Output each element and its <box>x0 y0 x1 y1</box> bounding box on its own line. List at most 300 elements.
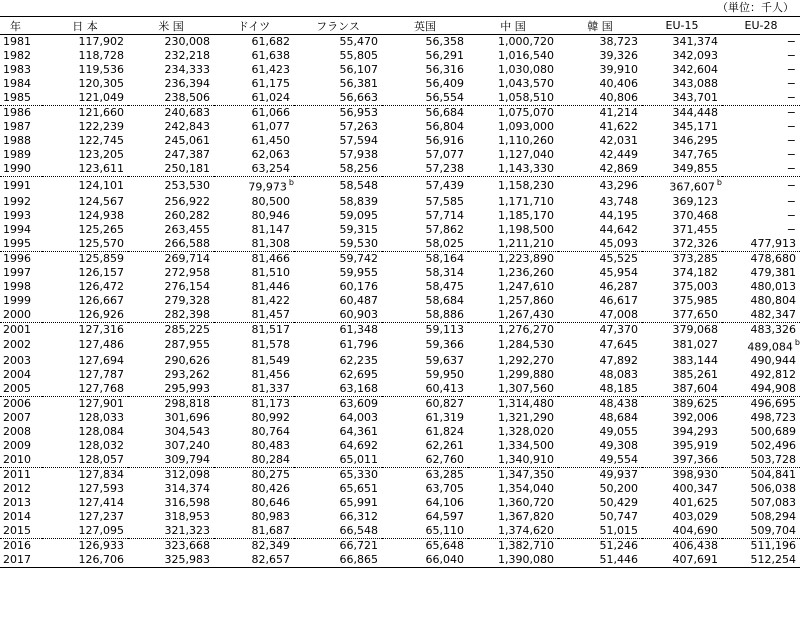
cell-value: 343,701 <box>672 91 718 104</box>
cell-value: 1,185,170 <box>498 208 554 222</box>
cell-eu15 <box>642 539 722 554</box>
cell-france <box>294 209 382 223</box>
cell-value: 61,319 <box>425 411 464 425</box>
cell-value: 509,704 <box>750 524 796 538</box>
cell-eu15 <box>642 368 722 382</box>
cell-value: 2007 <box>3 411 31 425</box>
cell-china <box>468 354 558 368</box>
cell-uk <box>382 266 468 280</box>
cell-germany <box>214 120 294 134</box>
cell-usa <box>128 162 214 177</box>
cell-usa <box>128 251 214 266</box>
cell-germany <box>214 510 294 524</box>
cell-value: 58,684 <box>425 293 464 307</box>
cell-eu15 <box>642 397 722 412</box>
cell-value: 79,973 <box>248 180 287 194</box>
cell-value: 128,033 <box>78 411 124 425</box>
cell-value: 490,944 <box>750 354 796 368</box>
cell-value: 49,055 <box>599 425 638 439</box>
cell-value: 40,806 <box>599 91 638 104</box>
cell-value: 477,913 <box>750 236 796 250</box>
cell-usa <box>128 120 214 134</box>
table-row <box>0 195 800 209</box>
cell-uk <box>382 397 468 412</box>
cell-value: 126,926 <box>78 307 124 321</box>
cell-value: 341,374 <box>672 35 718 48</box>
cell-china <box>468 134 558 148</box>
cell-korea <box>558 266 642 280</box>
cell-france <box>294 510 382 524</box>
cell-eu15 <box>642 439 722 453</box>
header-eu15: EU-15 <box>642 17 722 35</box>
cell-eu28 <box>722 553 800 568</box>
cell-value: 62,695 <box>339 368 378 382</box>
cell-value: 1990 <box>3 162 31 175</box>
cell-value: 59,950 <box>425 368 464 382</box>
cell-value: 279,328 <box>164 293 210 307</box>
cell-value: 1996 <box>3 251 31 265</box>
cell-value: 43,748 <box>599 194 638 208</box>
cell-value: 395,919 <box>672 439 718 453</box>
cell-value: 234,333 <box>164 63 210 76</box>
cell-year <box>0 77 42 91</box>
cell-value: 404,690 <box>672 524 718 538</box>
cell-japan <box>42 266 128 280</box>
cell-uk <box>382 453 468 468</box>
cell-value: 81,457 <box>251 307 290 321</box>
cell-germany <box>214 368 294 382</box>
cell-value: 61,682 <box>251 35 290 48</box>
cell-value: 48,438 <box>599 397 638 411</box>
cell-year <box>0 354 42 368</box>
cell-korea <box>558 223 642 237</box>
cell-year <box>0 106 42 121</box>
header-year: 年 <box>0 17 42 35</box>
cell-value: 44,642 <box>599 222 638 236</box>
cell-value: 383,144 <box>672 354 718 368</box>
cell-eu15 <box>642 553 722 568</box>
cell-france <box>294 49 382 63</box>
cell-value: 62,235 <box>339 354 378 368</box>
cell-china <box>468 468 558 483</box>
cell-uk <box>382 162 468 177</box>
cell-year <box>0 439 42 453</box>
header-china: 中 国 <box>468 17 558 35</box>
cell-germany <box>214 223 294 237</box>
cell-usa <box>128 237 214 252</box>
cell-korea <box>558 120 642 134</box>
cell-value: − <box>786 208 796 222</box>
cell-value: 128,084 <box>78 425 124 439</box>
cell-eu28 <box>722 237 800 252</box>
cell-value: 127,237 <box>78 510 124 524</box>
cell-uk <box>382 209 468 223</box>
cell-value: 63,609 <box>339 397 378 411</box>
cell-value: 60,487 <box>339 293 378 307</box>
cell-korea <box>558 106 642 121</box>
cell-japan <box>42 308 128 323</box>
cell-value: 232,218 <box>164 49 210 62</box>
cell-value: 377,650 <box>672 307 718 321</box>
cell-year <box>0 251 42 266</box>
cell-eu15 <box>642 294 722 308</box>
cell-usa <box>128 266 214 280</box>
cell-eu15 <box>642 510 722 524</box>
cell-usa <box>128 524 214 539</box>
cell-germany <box>214 148 294 162</box>
cell-value: 80,646 <box>251 496 290 510</box>
cell-value: 2017 <box>3 553 31 567</box>
cell-france <box>294 482 382 496</box>
cell-value: 61,024 <box>251 91 290 104</box>
cell-value: 59,095 <box>339 208 378 222</box>
cell-value: 367,607 <box>669 180 715 194</box>
cell-value: 1,334,500 <box>498 439 554 453</box>
footnote-mark: b <box>794 337 800 347</box>
table-row <box>0 177 800 195</box>
cell-value: 496,695 <box>750 397 796 411</box>
cell-usa <box>128 482 214 496</box>
cell-eu28 <box>722 49 800 63</box>
cell-value: 51,446 <box>599 553 638 567</box>
cell-value: 57,862 <box>425 222 464 236</box>
cell-korea <box>558 35 642 50</box>
table-row <box>0 468 800 483</box>
cell-france <box>294 63 382 77</box>
cell-value: 125,859 <box>78 251 124 265</box>
cell-value: 1981 <box>3 35 31 48</box>
cell-usa <box>128 368 214 382</box>
cell-value: 287,955 <box>164 338 210 352</box>
cell-germany <box>214 237 294 252</box>
cell-uk <box>382 496 468 510</box>
cell-value: 58,886 <box>425 307 464 321</box>
cell-year <box>0 468 42 483</box>
cell-japan <box>42 223 128 237</box>
cell-germany <box>214 439 294 453</box>
cell-value: 56,381 <box>339 77 378 90</box>
cell-value: 59,113 <box>425 322 464 336</box>
cell-value: 46,287 <box>599 279 638 293</box>
cell-value: 394,293 <box>672 425 718 439</box>
cell-value: 374,182 <box>672 265 718 279</box>
table-row <box>0 337 800 355</box>
cell-japan <box>42 539 128 554</box>
cell-year <box>0 49 42 63</box>
cell-germany <box>214 337 294 355</box>
cell-value: 1,143,330 <box>498 162 554 175</box>
table-row <box>0 209 800 223</box>
cell-value: 295,993 <box>164 382 210 396</box>
cell-uk <box>382 354 468 368</box>
cell-value: 38,723 <box>599 35 638 48</box>
cell-japan <box>42 91 128 106</box>
cell-eu28 <box>722 524 800 539</box>
cell-value: 127,414 <box>78 496 124 510</box>
cell-eu15 <box>642 453 722 468</box>
cell-china <box>468 439 558 453</box>
cell-value: 122,745 <box>78 134 124 147</box>
cell-korea <box>558 162 642 177</box>
cell-uk <box>382 63 468 77</box>
cell-usa <box>128 337 214 355</box>
cell-value: 1,367,820 <box>498 510 554 524</box>
cell-value: 1997 <box>3 265 31 279</box>
cell-eu28 <box>722 354 800 368</box>
cell-value: 48,185 <box>599 382 638 396</box>
cell-eu28 <box>722 496 800 510</box>
cell-value: 2011 <box>3 468 31 482</box>
cell-value: 1984 <box>3 77 31 90</box>
cell-value: 61,796 <box>339 338 378 352</box>
cell-eu15 <box>642 106 722 121</box>
cell-value: 117,902 <box>78 35 124 48</box>
cell-uk <box>382 35 468 50</box>
cell-value: 387,604 <box>672 382 718 396</box>
cell-value: 125,570 <box>78 236 124 250</box>
table-row <box>0 510 800 524</box>
table-row <box>0 453 800 468</box>
cell-value: − <box>786 134 796 147</box>
cell-france <box>294 162 382 177</box>
cell-eu15 <box>642 496 722 510</box>
cell-value: 126,472 <box>78 279 124 293</box>
cell-value: 118,728 <box>78 49 124 62</box>
table-row <box>0 411 800 425</box>
cell-value: 1,292,270 <box>498 354 554 368</box>
cell-eu28 <box>722 411 800 425</box>
cell-value: 1993 <box>3 208 31 222</box>
cell-korea <box>558 195 642 209</box>
cell-eu15 <box>642 482 722 496</box>
cell-value: 60,827 <box>425 397 464 411</box>
cell-france <box>294 77 382 91</box>
table-row <box>0 354 800 368</box>
cell-value: 80,426 <box>251 482 290 496</box>
cell-value: 58,025 <box>425 236 464 250</box>
cell-japan <box>42 162 128 177</box>
cell-value: 398,930 <box>672 468 718 482</box>
cell-value: 61,077 <box>251 120 290 133</box>
table-row <box>0 106 800 121</box>
cell-korea <box>558 539 642 554</box>
cell-value: 502,496 <box>750 439 796 453</box>
cell-value: 304,543 <box>164 425 210 439</box>
cell-value: 65,651 <box>339 482 378 496</box>
cell-value: 236,394 <box>164 77 210 90</box>
cell-value: 250,181 <box>164 162 210 175</box>
cell-year <box>0 120 42 134</box>
cell-value: 56,916 <box>425 134 464 147</box>
cell-france <box>294 524 382 539</box>
cell-germany <box>214 209 294 223</box>
cell-value: 63,285 <box>425 468 464 482</box>
cell-year <box>0 266 42 280</box>
cell-france <box>294 223 382 237</box>
cell-value: 346,295 <box>672 134 718 147</box>
cell-france <box>294 35 382 50</box>
cell-korea <box>558 411 642 425</box>
cell-china <box>468 510 558 524</box>
cell-japan <box>42 439 128 453</box>
cell-value: 1,223,890 <box>498 251 554 265</box>
table-row <box>0 77 800 91</box>
cell-value: 370,468 <box>672 208 718 222</box>
cell-value: 57,714 <box>425 208 464 222</box>
cell-eu28 <box>722 77 800 91</box>
cell-value: 318,953 <box>164 510 210 524</box>
cell-value: 500,689 <box>750 425 796 439</box>
cell-year <box>0 337 42 355</box>
cell-value: 58,839 <box>339 194 378 208</box>
cell-eu28 <box>722 468 800 483</box>
cell-value: 56,953 <box>339 106 378 119</box>
cell-eu28 <box>722 266 800 280</box>
cell-value: 81,549 <box>251 354 290 368</box>
cell-eu28 <box>722 177 800 195</box>
cell-usa <box>128 425 214 439</box>
table-row <box>0 162 800 177</box>
table-row <box>0 266 800 280</box>
cell-china <box>468 177 558 195</box>
cell-value: − <box>786 148 796 161</box>
table-row <box>0 294 800 308</box>
cell-value: 1,127,040 <box>498 148 554 161</box>
cell-germany <box>214 308 294 323</box>
cell-korea <box>558 382 642 397</box>
cell-value: 127,901 <box>78 397 124 411</box>
cell-usa <box>128 308 214 323</box>
cell-eu15 <box>642 524 722 539</box>
cell-eu15 <box>642 280 722 294</box>
cell-usa <box>128 322 214 337</box>
cell-value: 325,983 <box>164 553 210 567</box>
cell-china <box>468 482 558 496</box>
cell-value: − <box>786 194 796 208</box>
cell-value: 1,390,080 <box>498 553 554 567</box>
cell-uk <box>382 382 468 397</box>
cell-year <box>0 294 42 308</box>
cell-uk <box>382 524 468 539</box>
cell-china <box>468 524 558 539</box>
cell-usa <box>128 106 214 121</box>
cell-korea <box>558 294 642 308</box>
cell-japan <box>42 294 128 308</box>
table-row <box>0 425 800 439</box>
cell-value: 59,530 <box>339 236 378 250</box>
table-row <box>0 553 800 568</box>
cell-value: − <box>786 106 796 119</box>
header-row <box>0 17 800 35</box>
cell-value: 66,865 <box>339 553 378 567</box>
cell-value: 385,261 <box>672 368 718 382</box>
cell-value: 401,625 <box>672 496 718 510</box>
table-row <box>0 382 800 397</box>
cell-japan <box>42 510 128 524</box>
cell-china <box>468 120 558 134</box>
cell-value: 498,723 <box>750 411 796 425</box>
cell-value: 48,684 <box>599 411 638 425</box>
cell-value: 253,530 <box>164 178 210 192</box>
cell-value: 61,423 <box>251 63 290 76</box>
cell-japan <box>42 148 128 162</box>
cell-korea <box>558 496 642 510</box>
table-row <box>0 120 800 134</box>
cell-uk <box>382 91 468 106</box>
cell-value: 82,657 <box>251 553 290 567</box>
cell-korea <box>558 134 642 148</box>
cell-value: 307,240 <box>164 439 210 453</box>
cell-uk <box>382 322 468 337</box>
cell-eu15 <box>642 337 722 355</box>
cell-value: 56,107 <box>339 63 378 76</box>
cell-eu15 <box>642 120 722 134</box>
cell-japan <box>42 322 128 337</box>
cell-china <box>468 496 558 510</box>
cell-value: 120,305 <box>78 77 124 90</box>
cell-eu28 <box>722 425 800 439</box>
cell-value: 56,291 <box>425 49 464 62</box>
cell-usa <box>128 354 214 368</box>
footnote-mark: b <box>288 178 294 187</box>
cell-value: 59,637 <box>425 354 464 368</box>
cell-value: 66,721 <box>339 539 378 553</box>
cell-year <box>0 177 42 195</box>
cell-eu28 <box>722 539 800 554</box>
cell-uk <box>382 177 468 195</box>
cell-france <box>294 91 382 106</box>
cell-value: 1,314,480 <box>498 397 554 411</box>
cell-uk <box>382 510 468 524</box>
cell-china <box>468 35 558 50</box>
cell-germany <box>214 411 294 425</box>
cell-france <box>294 294 382 308</box>
cell-value: 50,747 <box>599 510 638 524</box>
cell-value: 503,728 <box>750 453 796 467</box>
cell-japan <box>42 453 128 468</box>
cell-eu15 <box>642 354 722 368</box>
cell-germany <box>214 539 294 554</box>
cell-usa <box>128 280 214 294</box>
cell-value: 61,348 <box>339 322 378 336</box>
cell-value: 81,456 <box>251 368 290 382</box>
cell-germany <box>214 354 294 368</box>
cell-value: 285,225 <box>164 322 210 336</box>
cell-value: 61,450 <box>251 134 290 147</box>
cell-year <box>0 425 42 439</box>
cell-value: 122,239 <box>78 120 124 133</box>
cell-value: 80,483 <box>251 439 290 453</box>
cell-value: 230,008 <box>164 35 210 48</box>
cell-korea <box>558 91 642 106</box>
cell-china <box>468 294 558 308</box>
cell-usa <box>128 439 214 453</box>
cell-germany <box>214 49 294 63</box>
cell-usa <box>128 77 214 91</box>
cell-uk <box>382 553 468 568</box>
cell-year <box>0 162 42 177</box>
cell-value: 61,066 <box>251 106 290 119</box>
cell-value: 1986 <box>3 106 31 119</box>
cell-value: 44,195 <box>599 208 638 222</box>
cell-value: − <box>786 120 796 133</box>
cell-value: 47,008 <box>599 307 638 321</box>
cell-france <box>294 148 382 162</box>
cell-value: 58,164 <box>425 251 464 265</box>
cell-korea <box>558 524 642 539</box>
cell-value: 127,787 <box>78 368 124 382</box>
cell-value: 81,466 <box>251 251 290 265</box>
